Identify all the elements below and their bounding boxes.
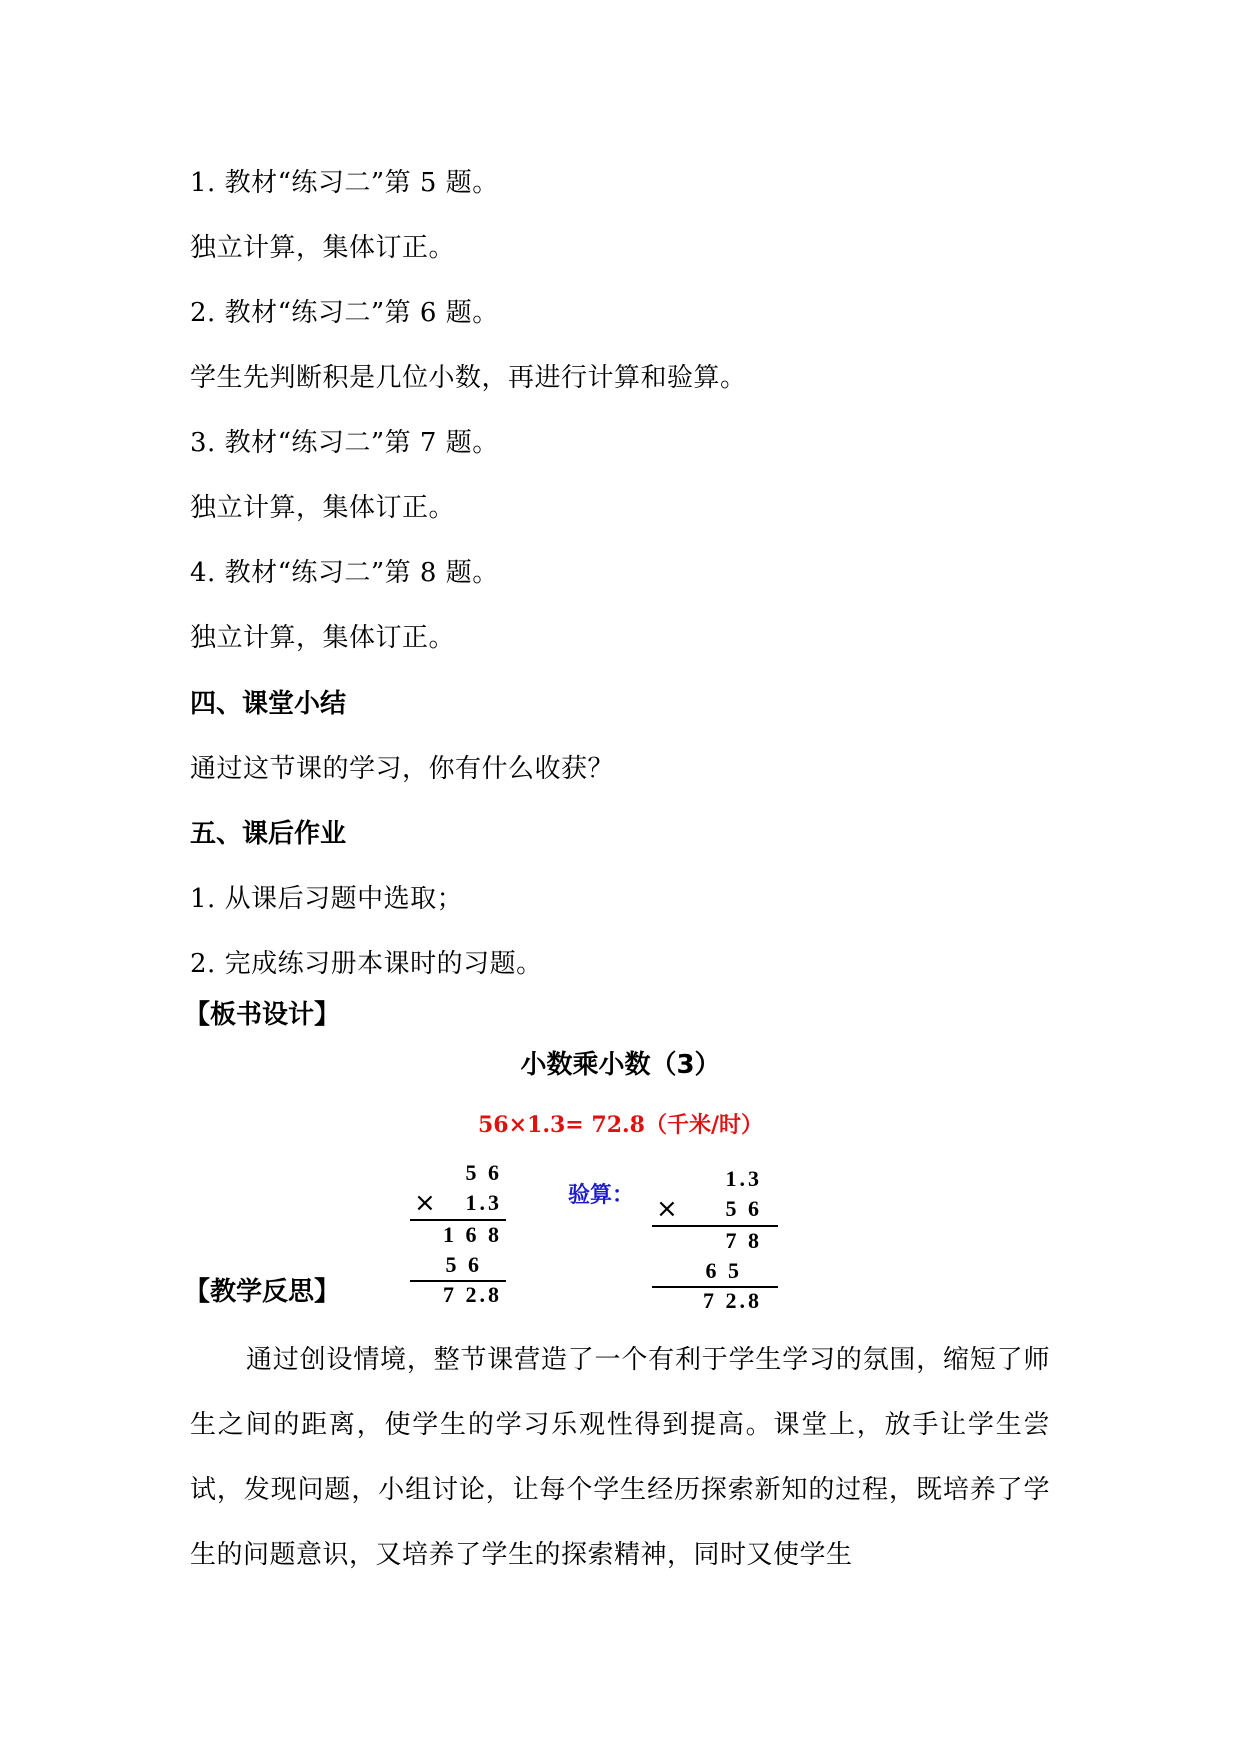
- section-homework-heading: 五、课后作业: [190, 819, 347, 849]
- right-rule-1: [652, 1225, 778, 1227]
- right-multiplier: 5 6: [725, 1196, 762, 1221]
- section-summary-text: 通过这节课的学习，你有什么收获？: [190, 754, 615, 784]
- left-multiplicand: 5 6: [465, 1160, 502, 1185]
- left-rule-1: [410, 1219, 506, 1221]
- board-design-heading: 【板书设计】: [184, 1000, 341, 1030]
- exercise-4-note: 独立计算，集体订正。: [190, 623, 456, 653]
- exercise-3: 3. 教材“练习二”第 7 题。: [190, 428, 499, 458]
- right-partial-2: 6 5: [705, 1258, 742, 1283]
- check-label: 验算：: [568, 1183, 635, 1208]
- exercise-1: 1. 教材“练习二”第 5 题。: [190, 168, 499, 198]
- exercise-2: 2. 教材“练习二”第 6 题。: [190, 298, 499, 328]
- right-result: 7 2.8: [703, 1288, 762, 1313]
- exercise-4: 4. 教材“练习二”第 8 题。: [190, 558, 499, 588]
- section-summary-heading: 四、课堂小结: [190, 689, 347, 719]
- reflection-heading: 【教学反思】: [184, 1277, 341, 1307]
- homework-item-1: 1. 从课后习题中选取；: [190, 884, 464, 914]
- right-multiplicand: 1.3: [725, 1166, 762, 1191]
- board-title: 小数乘小数（3）: [520, 1050, 721, 1080]
- homework-item-2: 2. 完成练习册本课时的习题。: [190, 949, 543, 979]
- exercise-3-note: 独立计算，集体订正。: [190, 493, 456, 523]
- exercise-2-note: 学生先判断积是几位小数，再进行计算和验算。: [190, 363, 747, 393]
- left-partial-1: 1 6 8: [443, 1222, 502, 1247]
- reflection-paragraph: 通过创设情境，整节课营造了一个有利于学生学习的氛围，缩短了师生之间的距离，使学生的学习乐观性得到提高。课堂上，放手让学生尝试，发现问题，小组讨论，让每个学生经历探索新知的过程，既培养了学生的问题意识，又培养了学生的探索精神，同时又使学生: [190, 1345, 1050, 1570]
- left-partial-2: 5 6: [445, 1252, 482, 1277]
- board-formula: 56×1.3= 72.8（千米/时）: [477, 1112, 764, 1138]
- right-times-sign: ×: [656, 1194, 678, 1224]
- exercise-1-note: 独立计算，集体订正。: [190, 233, 456, 263]
- left-result: 7 2.8: [443, 1282, 502, 1307]
- left-multiplier: 1.3: [465, 1190, 502, 1215]
- right-partial-1: 7 8: [725, 1228, 762, 1253]
- left-times-sign: ×: [414, 1188, 436, 1218]
